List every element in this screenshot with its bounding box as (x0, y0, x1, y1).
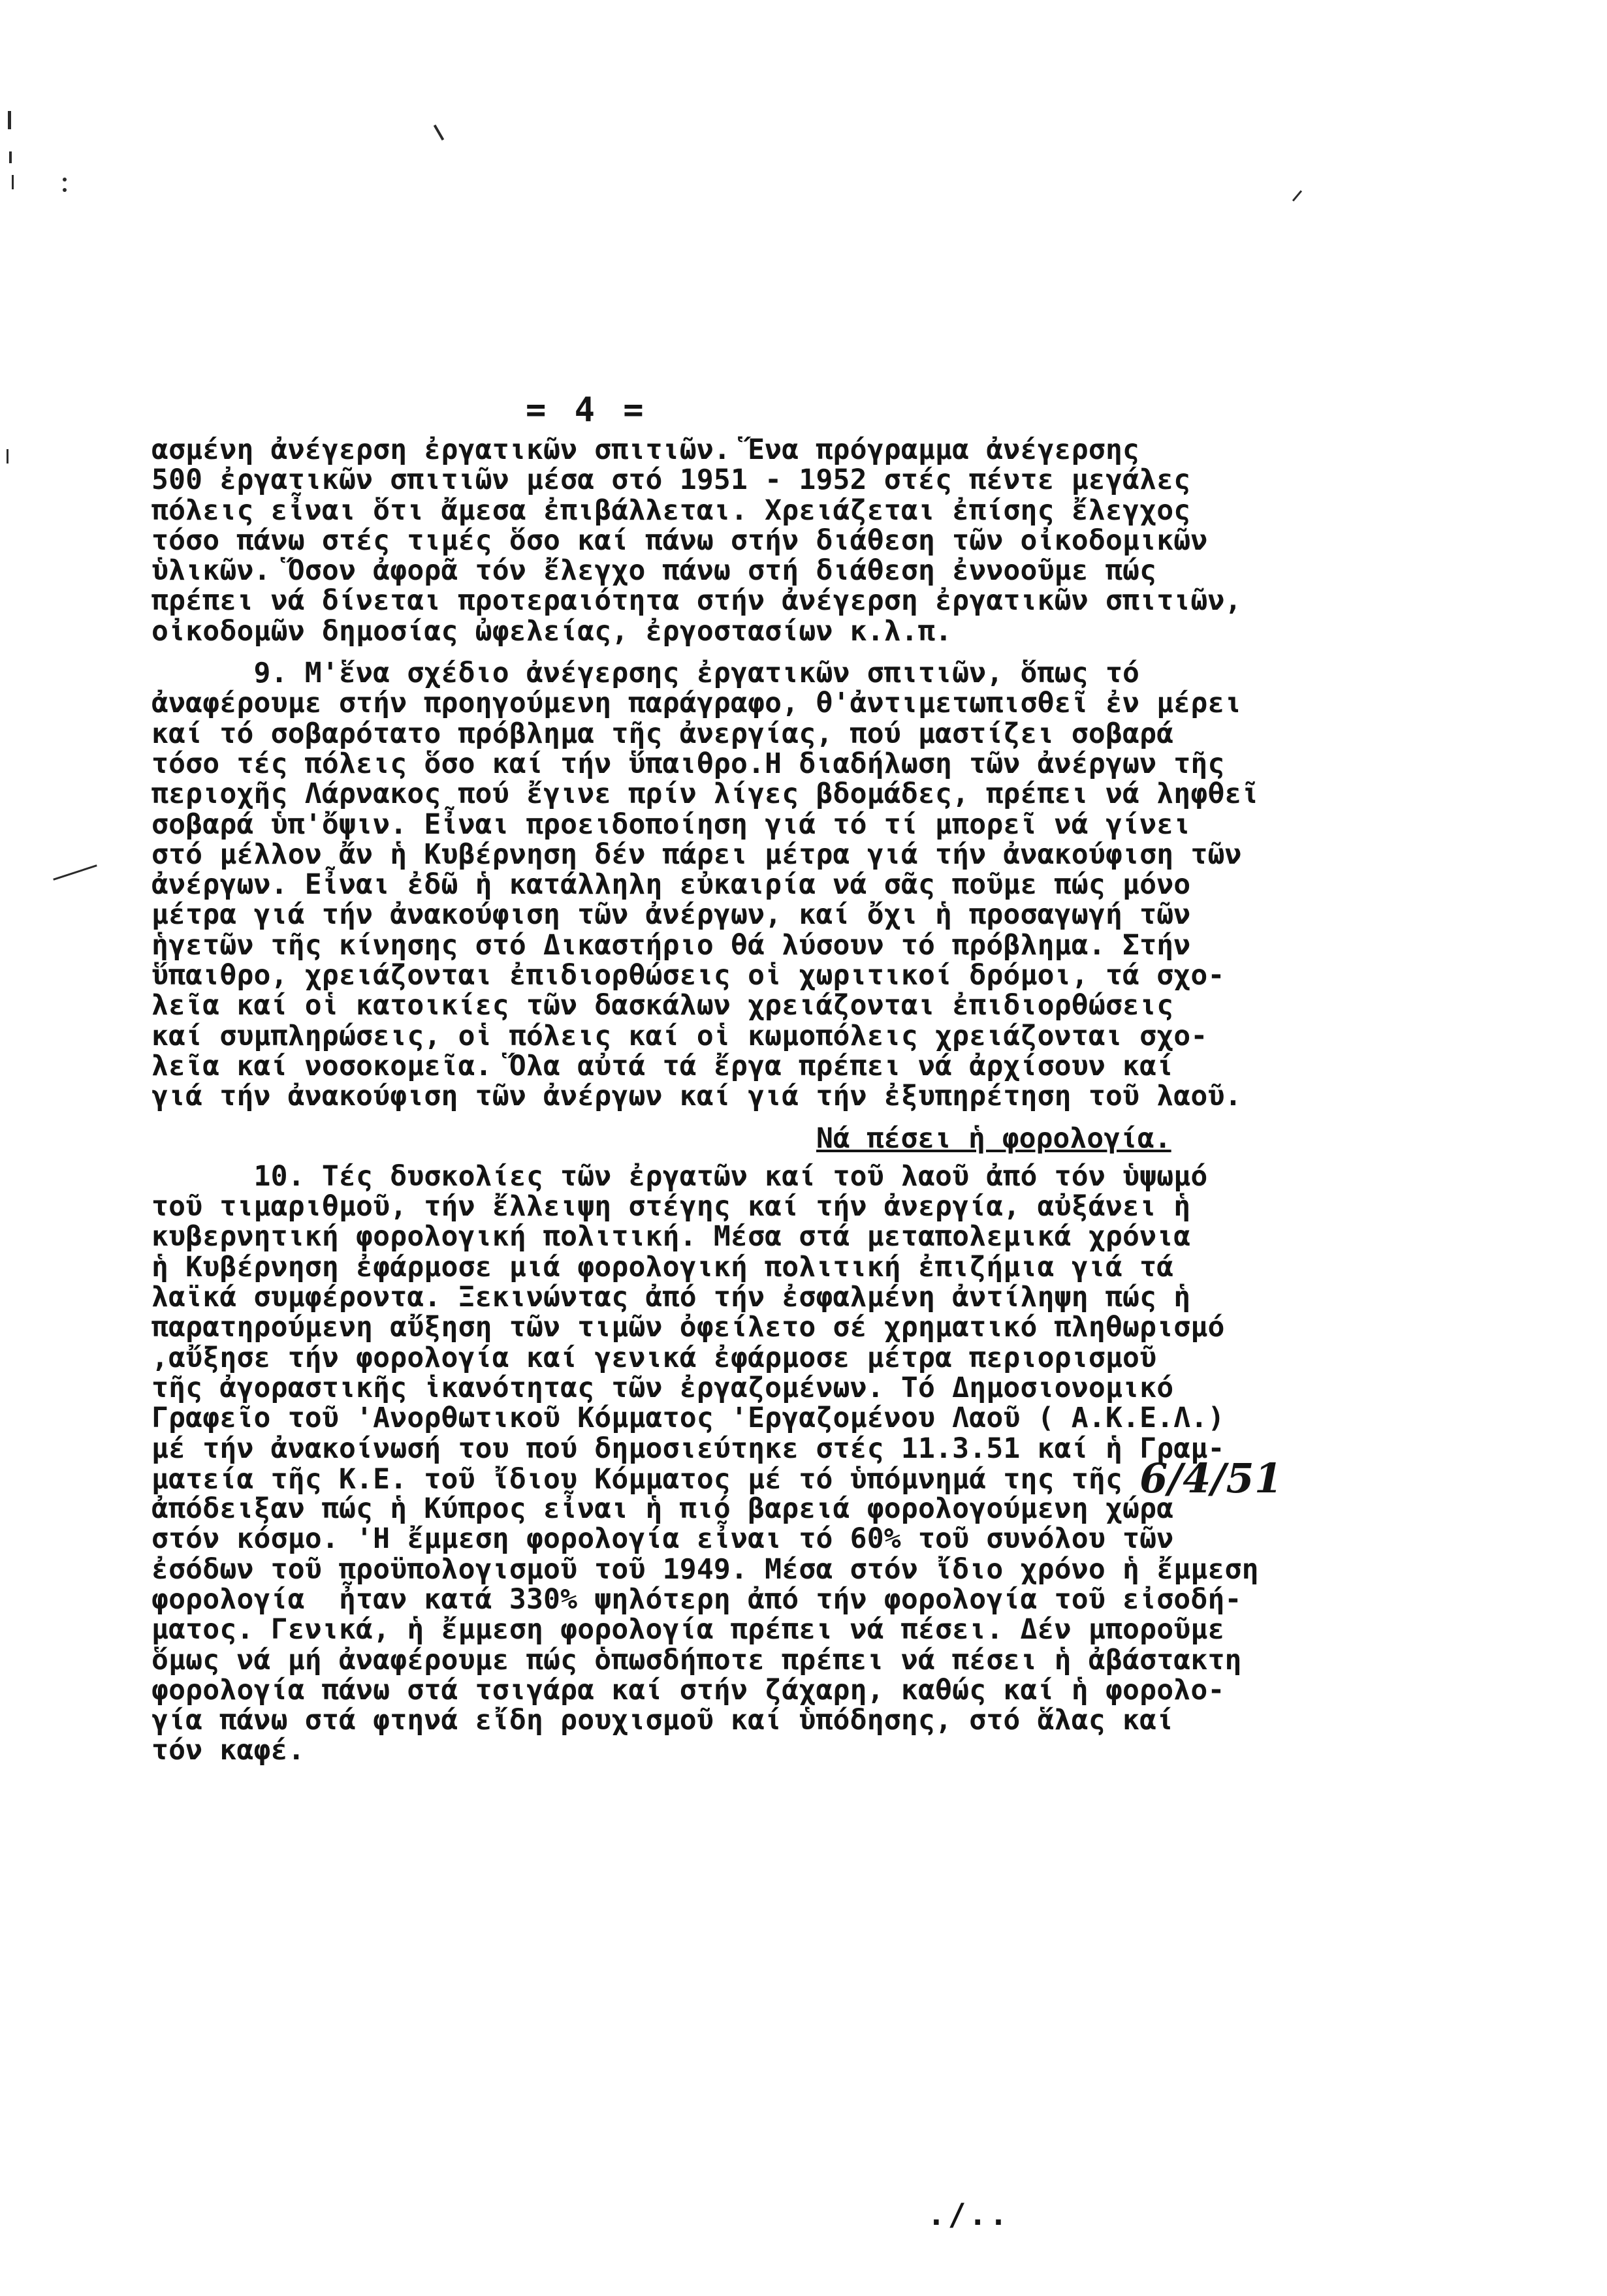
margin-mark (63, 188, 67, 192)
margin-mark (9, 151, 12, 163)
text-line: 9. Μ'ἕνα σχέδιο ἀνέγερσης ἐργατικῶν σπιτιῶν, ὅπως τό (151, 657, 1140, 690)
text-line-with-date (151, 1454, 1464, 1502)
text-line: τόν καφέ. (151, 1734, 305, 1767)
margin-mark (434, 125, 444, 141)
handwritten-date: 6/4/51 (1139, 1454, 1283, 1502)
text-line: σοβαρά ὑπ'ὄψιν. Εἶναι προειδοποίηση γιά τό τί μπορεῖ νά γίνει (151, 808, 1191, 841)
text-line: φορολογία πάνω στά τσιγάρα καί στήν ζάχαρη, καθώς καί ἡ φορολο- (151, 1673, 1225, 1706)
date-line-text: ματεία τῆς Κ.Ε. τοῦ ἴδιου Κόμματος μέ τό ὑπόμνημά της τῆς (151, 1462, 1140, 1496)
document-body (151, 435, 1464, 1766)
text-line: ασμένη ἀνέγερση ἐργατικῶν σπιτιῶν. Ἕνα πρόγραμμα ἀνέγερσης (151, 433, 1140, 466)
text-line: ἡγετῶν τῆς κίνησης στό Δικαστήριο θά λύσουν τό πρόβλημα. Στήν (151, 928, 1191, 962)
text-line: ,αὔξησε τήν φορολογία καί γενικά ἐφάρμοσε μέτρα περιορισμοῦ (151, 1341, 1157, 1374)
margin-mark (1292, 190, 1302, 201)
text-line: πόλεις εἶναι ὅτι ἄμεσα ἐπιβάλλεται. Χρειάζεται ἐπίσης ἔλεγχος (151, 494, 1191, 527)
text-line: 10. Τές δυσκολίες τῶν ἐργατῶν καί τοῦ λαοῦ ἀπό τόν ὑψωμό (151, 1159, 1208, 1193)
text-line: στόν κόσμο. 'Η ἔμμεση φορολογία εἶναι τό 60% τοῦ συνόλου τῶν (151, 1522, 1174, 1556)
margin-mark (12, 175, 14, 189)
text-line: οἰκοδομῶν δημοσίας ὠφελείας, ἐργοστασίων κ.λ.π. (151, 614, 953, 648)
text-line: παρατηρούμενη αὔξηση τῶν τιμῶν ὀφείλετο σέ χρηματικό πληθωρισμό (151, 1311, 1225, 1344)
text-line: στό μέλλον ἄν ἡ Κυβέρνηση δέν πάρει μέτρα γιά τήν ἀνακούφιση τῶν (151, 838, 1242, 871)
page-number: = 4 = (526, 390, 648, 430)
text-line: Γραφεῖο τοῦ 'Ανορθωτικοῦ Κόμματος 'Εργαζομένου Λαοῦ ( Α.Κ.Ε.Λ.) (151, 1402, 1225, 1435)
text-line: ἐσόδων τοῦ προϋπολογισμοῦ τοῦ 1949. Μέσα στόν ἴδιο χρόνο ἡ ἔμμεση (151, 1552, 1259, 1586)
section-heading: Νά πέσει ἡ φορολογία. (816, 1122, 1171, 1155)
margin-mark (53, 864, 97, 880)
text-line: ἀνέργων. Εἶναι ἐδῶ ἡ κατάλληλη εὐκαιρία νά σᾶς ποῦμε πώς μόνο (151, 868, 1191, 902)
text-line: τῆς ἀγοραστικῆς ἱκανότητας τῶν ἐργαζομένων. Τό Δημοσιονομικό (151, 1371, 1174, 1404)
paragraph-2 (151, 658, 1464, 1111)
text-line: λεῖα καί νοσοκομεῖα. Ὅλα αὐτά τά ἔργα πρέπει νά ἀρχίσουν καί (151, 1049, 1174, 1082)
text-line: ἡ Κυβέρνηση ἐφάρμοσε μιά φορολογική πολιτική ἐπιζήμια γιά τά (151, 1250, 1174, 1283)
text-line: γία πάνω στά φτηνά εἴδη ρουχισμοῦ καί ὑπόδησης, στό ἅλας καί (151, 1704, 1174, 1737)
text-line: γιά τήν ἀνακούφιση τῶν ἀνέργων καί γιά τήν ἐξυπηρέτηση τοῦ λαοῦ. (151, 1080, 1242, 1113)
text-line: κυβερνητική φορολογική πολιτική. Μέσα στά μεταπολεμικά χρόνια (151, 1220, 1191, 1253)
text-line: ματος. Γενικά, ἡ ἔμμεση φορολογία πρέπει νά πέσει. Δέν μποροῦμε (151, 1613, 1225, 1646)
text-line: πρέπει νά δίνεται προτεραιότητα στήν ἀνέγερση ἐργατικῶν σπιτιῶν, (151, 584, 1242, 618)
text-line: ὑλικῶν. Ὅσον ἀφορᾶ τόν ἔλεγχο πάνω στή διάθεση ἐννοοῦμε πώς (151, 554, 1157, 588)
margin-mark (8, 111, 11, 129)
text-line: ὅμως νά μή ἀναφέρουμε πώς ὁπωσδήποτε πρέπει νά πέσει ἡ ἀβάστακτη (151, 1643, 1242, 1676)
text-line: τόσο πάνω στές τιμές ὅσο καί πάνω στήν διάθεση τῶν οἰκοδομικῶν (151, 524, 1208, 557)
text-line: λεῖα καί οἱ κατοικίες τῶν δασκάλων χρειάζονται ἐπιδιορθώσεις (151, 989, 1174, 1022)
continuation-mark: ./.. (927, 2197, 1010, 2232)
paragraph-3 (151, 1161, 1464, 1766)
text-line: ἀναφέρουμε στήν προηγούμενη παράγραφο, θ'ἀντιμετωπισθεῖ ἐν μέρει (151, 687, 1242, 720)
text-line: μέ τήν ἀνακοίνωσή του πού δημοσιεύτηκε στές 11.3.51 καί ἡ Γραμ- (151, 1432, 1225, 1465)
text-line: ἀπόδειξαν πώς ἡ Κύπρος εἶναι ἡ πιό βαρειά φορολογούμενη χώρα (151, 1492, 1174, 1526)
text-line: 500 ἐργατικῶν σπιτιῶν μέσα στό 1951 - 1952 στές πέντε μεγάλες (151, 464, 1191, 497)
text-line: τοῦ τιμαριθμοῦ, τήν ἔλλειψη στέγης καί τήν ἀνεργία, αὐξάνει ἡ (151, 1190, 1191, 1223)
text-line: καί τό σοβαρότατο πρόβλημα τῆς ἀνεργίας, πού μαστίζει σοβαρά (151, 717, 1174, 750)
text-line: περιοχῆς Λάρνακος πού ἔγινε πρίν λίγες βδομάδες, πρέπει νά ληφθεῖ (151, 778, 1259, 811)
paragraph-1 (151, 435, 1464, 646)
margin-mark (7, 449, 8, 464)
text-line: ὕπαιθρο, χρειάζονται ἐπιδιορθώσεις οἱ χωριτικοί δρόμοι, τά σχο- (151, 959, 1225, 992)
text-line: μέτρα γιά τήν ἀνακούφιση τῶν ἀνέργων, καί ὄχι ἡ προσαγωγή τῶν (151, 898, 1191, 932)
text-line: τόσο τές πόλεις ὅσο καί τήν ὕπαιθρο.Η διαδήλωση τῶν ἀνέργων τῆς (151, 747, 1225, 780)
text-line: λαϊκά συμφέροντα. Ξεκινώντας ἀπό τήν ἐσφαλμένη ἀντίληψη πώς ἡ (151, 1281, 1191, 1314)
text-line: καί συμπληρώσεις, οἱ πόλεις καί οἱ κωμοπόλεις χρειάζονται σχο- (151, 1019, 1208, 1052)
text-line: φορολογία ἦταν κατά 330% ψηλότερη ἀπό τήν φορολογία τοῦ εἰσοδή- (151, 1582, 1242, 1616)
margin-mark (63, 178, 67, 181)
